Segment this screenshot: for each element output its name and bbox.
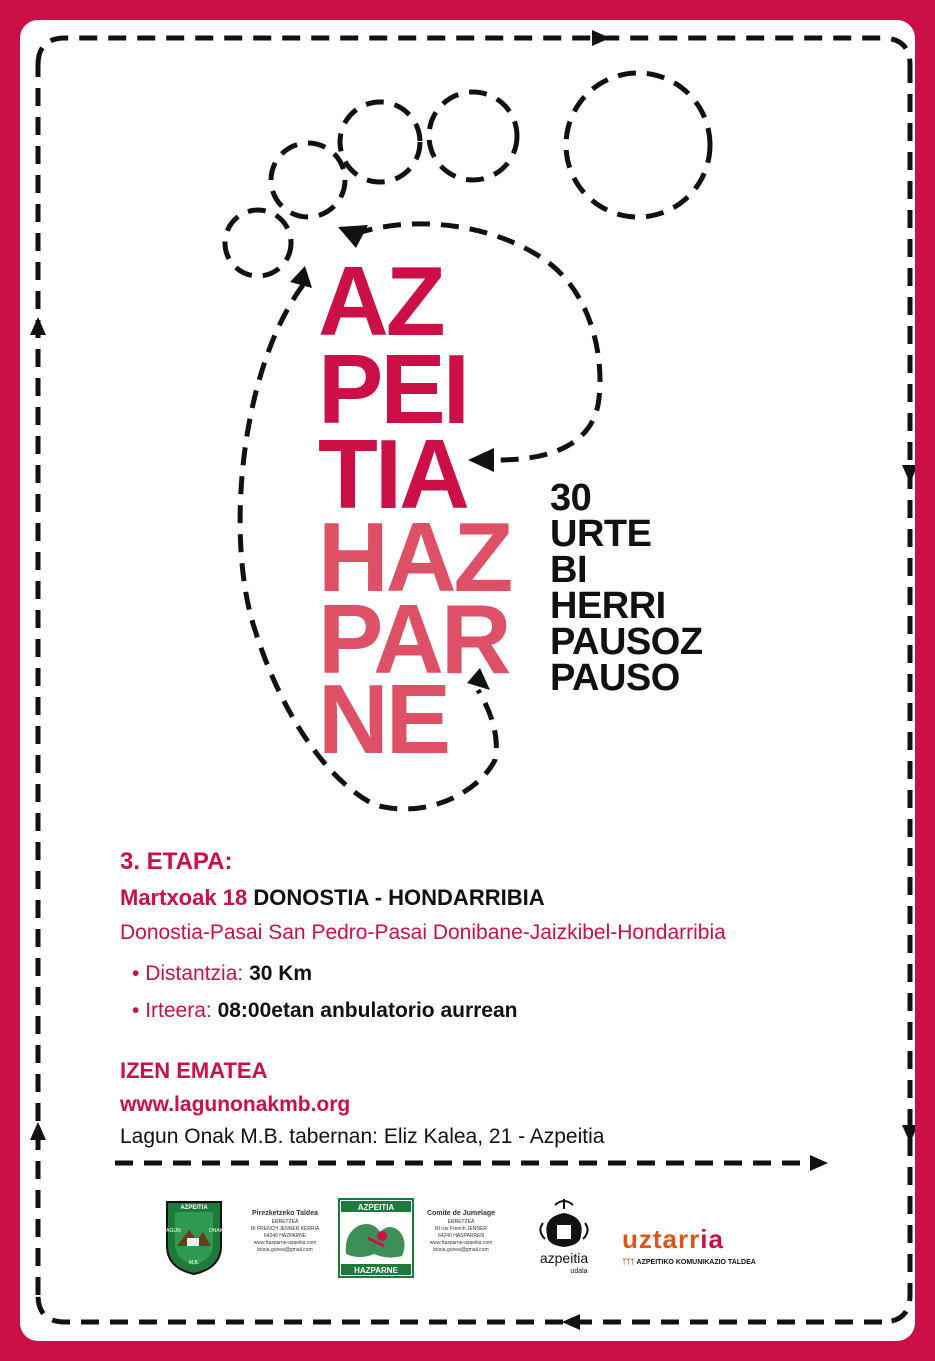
title-line-1: AZ: [318, 246, 443, 356]
stage-start-row: [132, 999, 518, 1023]
committee-right-line: bioria.gunea@gmail.com: [433, 1247, 489, 1253]
subtitle-line-5: PAUSOZ: [550, 621, 703, 663]
club-badge-left: LAGUN: [163, 1228, 181, 1234]
toe-2: [271, 143, 345, 217]
committee-right-title: Comite de Jumelage: [426, 1210, 496, 1217]
club-badge-logo: [163, 1198, 225, 1276]
toe-1: [225, 210, 291, 276]
title-line-3: TIA: [318, 419, 467, 529]
arrow-foot-arch: [468, 448, 494, 472]
committee-right-line: RI rue French JENNER: [435, 1226, 487, 1232]
distance-value: 30 Km: [249, 962, 313, 985]
subtitle-line-2: URTE: [550, 513, 652, 555]
committee-right-line: www.hazparne-azpeitia.com: [429, 1240, 493, 1246]
club-badge-top: AZPEITIA: [180, 1205, 208, 1211]
title-line-6: NE: [318, 664, 449, 774]
registration-heading: IZEN EMATEA: [120, 1058, 268, 1083]
committee-left-line: ERRETZEA: [271, 1219, 299, 1225]
stage-route-title: DONOSTIA - HONDARRIBIA: [253, 885, 545, 910]
twin-towns-logo: [338, 1198, 414, 1278]
committee-right-line: ERRETZEA: [447, 1219, 475, 1225]
committee-left-line: 64240 HAZPARNE: [263, 1233, 307, 1239]
stage-distance-row: [132, 962, 312, 986]
club-badge-right: ONAK: [208, 1228, 224, 1234]
committee-left-line: bioria.gunea@gmail.com: [257, 1247, 313, 1253]
media-tag: AZPEITIKO KOMUNIKAZIO TALDEA: [636, 1259, 756, 1266]
title-line-2: PEI: [318, 334, 467, 444]
subtitle-line-4: HERRI: [550, 585, 666, 627]
media-logo: [622, 1224, 756, 1266]
title-line-4: HAZ: [318, 502, 511, 612]
bullet-icon: •: [132, 999, 146, 1022]
stage-route-detail: Donostia-Pasai San Pedro-Pasai Donibane-Jaizkibel-Hondarribia: [120, 921, 726, 944]
registration-url[interactable]: www.lagunonakmb.org: [120, 1093, 351, 1116]
club-badge-bottom: M.B.: [188, 1260, 200, 1266]
media-name-b: ia: [700, 1224, 724, 1254]
town-council-logo: [533, 1195, 595, 1275]
town-name: azpeitia: [539, 1250, 589, 1266]
subtitle-line-3: BI: [550, 549, 587, 591]
poster-card: [20, 20, 915, 1341]
bullet-icon: •: [132, 962, 146, 985]
committee-left: [248, 1210, 322, 1254]
media-name-a: uztarr: [622, 1224, 701, 1254]
arrow-foot-toe: [338, 225, 368, 248]
committee-right: [424, 1210, 498, 1254]
committee-left-title: Pirezketzeko Taldea: [251, 1210, 318, 1217]
town-sub: udala: [570, 1268, 588, 1275]
arrow-foot-side: [290, 266, 312, 288]
stage-heading: 3. ETAPA:: [120, 848, 233, 875]
start-label: Irteera:: [145, 999, 212, 1022]
arrow-top: [592, 30, 610, 46]
twin-logo-bottom: HAZPARNE: [354, 1266, 398, 1275]
twin-logo-top: AZPEITIA: [357, 1203, 395, 1212]
toe-4: [429, 92, 517, 180]
committee-left-line: RI FRENCH JENNER KERRIA: [250, 1226, 320, 1232]
arrow-left-lower: [30, 1122, 46, 1140]
subtitle-line-6: PAUSO: [550, 657, 680, 699]
committee-right-line: 64240 HASPARREN: [437, 1233, 485, 1239]
stage-route-row: [120, 885, 545, 911]
subtitle: [550, 477, 703, 699]
toe-3: [340, 102, 420, 182]
committee-left-line: www.hazparne-azpeitia.com: [253, 1240, 317, 1246]
media-figures-icon: ᛉᛉᛉ: [622, 1259, 637, 1266]
arrow-bottom: [562, 1314, 580, 1330]
arrow-left: [30, 317, 46, 335]
registration-location: Lagun Onak M.B. tabernan: Eliz Kalea, 21 - Azpeitia: [120, 1125, 605, 1148]
stage-date: Martxoak 18: [120, 885, 248, 910]
subtitle-line-1: 30: [550, 477, 592, 519]
start-value: 08:00etan anbulatorio aurrean: [217, 999, 518, 1022]
arrow-inner-line: [810, 1155, 828, 1171]
dashed-border-bottom: [38, 1295, 882, 1322]
toe-5: [566, 73, 710, 217]
distance-label: Distantzia:: [145, 962, 244, 985]
title-line-5: PAR: [318, 584, 509, 694]
dashed-border-top: [38, 38, 910, 65]
